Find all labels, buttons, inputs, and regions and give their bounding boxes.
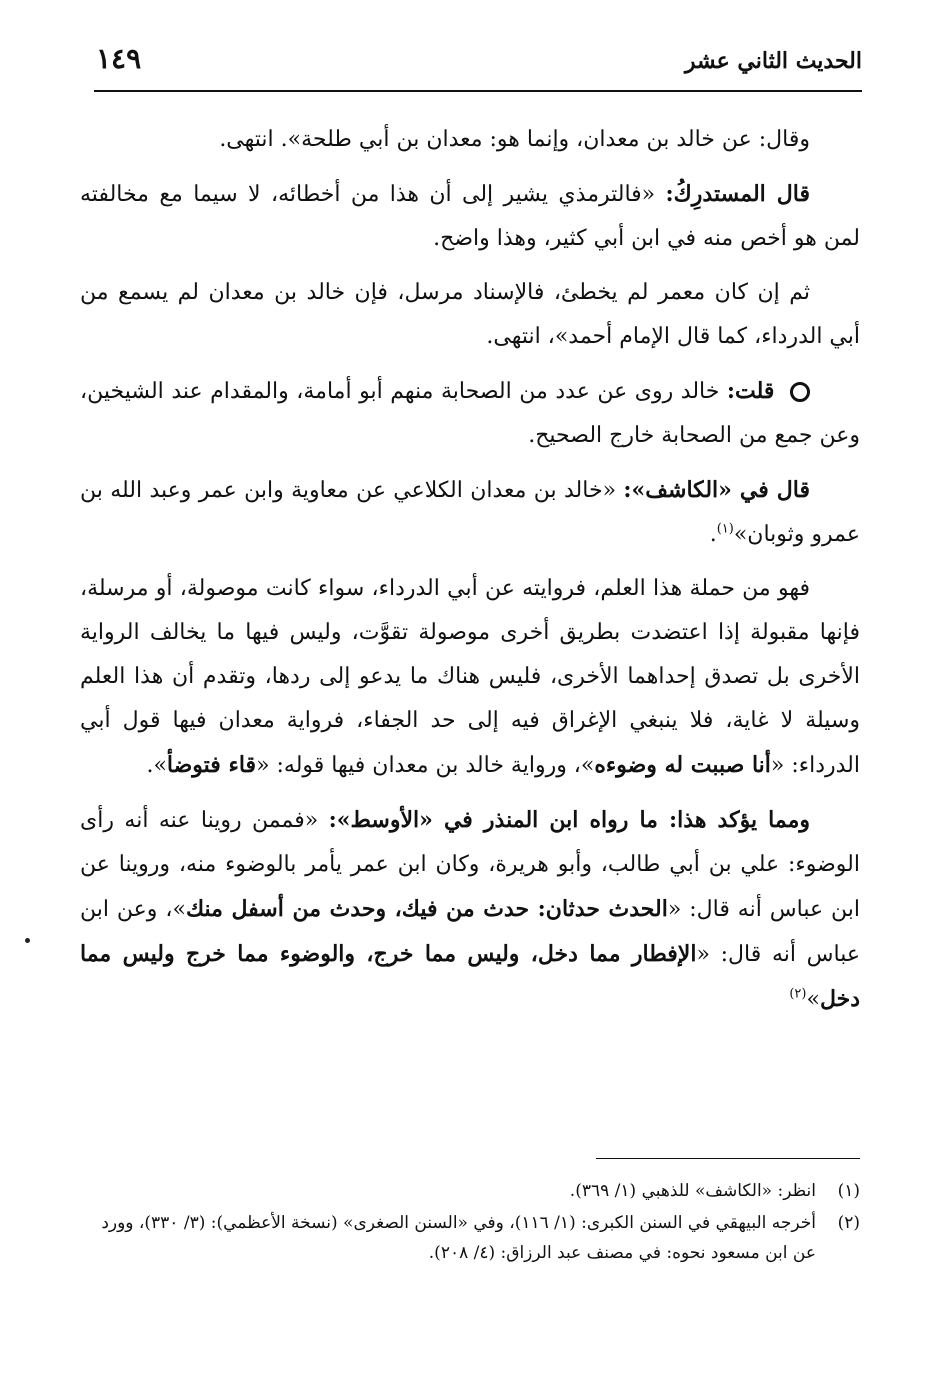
- footnote-divider: [596, 1158, 860, 1159]
- paragraph-text: فهو من حملة هذا العلم، فروايته عن أبي الدرداء، سواء كانت موصولة، أو مرسلة، فإنها مقبولة إذا اعتضدت بطريق أخرى موصولة تقوَّت، وليس فيها ما يخالف الرواية الأخرى بل تصدق إحداهما الأخرى، فليس هناك ما يدعو إلى ردها، وتقدم أن هذا العلم وسيلة لا غاية، فلا ينبغي الإغراق فيه إلى حد الجفاء، فرواية معدان فيها قول أبي الدرداء: «: [80, 576, 860, 778]
- paragraph-mustadrik: [80, 172, 860, 261]
- bold-quote: قاء فتوضأ: [166, 752, 257, 778]
- bold-quote: أنا صببت له وضوءه: [594, 752, 771, 778]
- running-title: الحديث الثاني عشر: [684, 48, 862, 74]
- paragraph-text: ثم إن كان معمر لم يخطئ، فالإسناد مرسل، فإن خالد بن معدان لم يسمع من أبي الدرداء، كما قال الإمام أحمد»، انتهى.: [80, 280, 860, 349]
- bold-quote: الإفطار مما دخل، وليس مما خرج، والوضوء مما خرج وليس مما دخل: [80, 941, 860, 1012]
- footnote-ref-1[interactable]: (١): [716, 521, 734, 537]
- paragraph-awsat: [80, 798, 860, 1022]
- footnote-text: انظر: «الكاشف» للذهبي (١/ ٣٦٩).: [569, 1181, 816, 1201]
- footnote-1: [80, 1176, 860, 1206]
- paragraph-1: [80, 118, 860, 162]
- footnote-ref-2[interactable]: (٢): [789, 986, 807, 1002]
- bold-quote: الحدث حدثان: حدث من فيك، وحدث من أسفل منك: [185, 896, 668, 922]
- main-text: [80, 118, 860, 1032]
- paragraph-text: وقال: عن خالد بن معدان، وإنما هو: معدان بن أبي طلحة». انتهى.: [219, 127, 810, 152]
- quote-text: »: [806, 987, 820, 1012]
- quote-text: »، وعن ابن عباس أنه قال: «: [80, 897, 860, 967]
- paragraph-discussion: [80, 567, 860, 788]
- quote-text: «خالد بن معدان الكلاعي عن معاوية وابن عمر وعبد الله بن عمرو وثوبان»: [80, 478, 860, 547]
- circle-bullet-icon: [790, 382, 810, 402]
- footnotes: [80, 1176, 860, 1270]
- page-number: ١٤٩: [96, 42, 142, 75]
- page-header: [94, 38, 862, 92]
- speaker-label: قلت:: [726, 378, 775, 404]
- margin-speck: [25, 938, 30, 943]
- bold-lead: ومما يؤكد هذا: ما رواه ابن المنذر في «الأوسط»:: [328, 807, 810, 833]
- paragraph-3: [80, 271, 860, 359]
- footnote-text: أخرجه البيهقي في السنن الكبرى: (١/ ١١٦)، وفي «السنن الصغرى» (نسخة الأعظمي): (٣/ ٣٣٠)، وورد عن ابن مسعود نحوه: في مصنف عبد الرزاق: (٤/ ٢٠٨).: [101, 1213, 816, 1263]
- speaker-label: قال في «الكاشف»:: [623, 477, 810, 503]
- paragraph-text: ».: [146, 753, 167, 778]
- footnote-2: [80, 1208, 860, 1268]
- speaker-label: قال المستدرِكُ:: [665, 181, 810, 207]
- paragraph-kashif: [80, 468, 860, 557]
- quote-text: «فالترمذي يشير إلى أن هذا من أخطائه، لا سيما مع مخالفته لمن هو أخص منه في ابن أبي كثير، وهذا واضح.: [80, 182, 860, 251]
- quote-text: «فممن روينا عنه أنه رأى الوضوء: علي بن أبي طالب، وأبو هريرة، وكان ابن عمر يأمر بالوضوء منه، وروينا عن ابن عباس أنه قال: «: [80, 808, 861, 922]
- footnote-number: (٢): [837, 1213, 860, 1233]
- paragraph-text: »، ورواية خالد بن معدان فيها قوله: «: [256, 753, 595, 778]
- paragraph-text: خالد روى عن عدد من الصحابة منهم أبو أمامة، والمقدام عند الشيخين، وعن جمع من الصحابة خارج الصحيح.: [80, 379, 860, 448]
- sentence-end: .: [709, 522, 717, 547]
- footnote-number: (١): [837, 1181, 860, 1201]
- paragraph-qultu: [80, 369, 860, 458]
